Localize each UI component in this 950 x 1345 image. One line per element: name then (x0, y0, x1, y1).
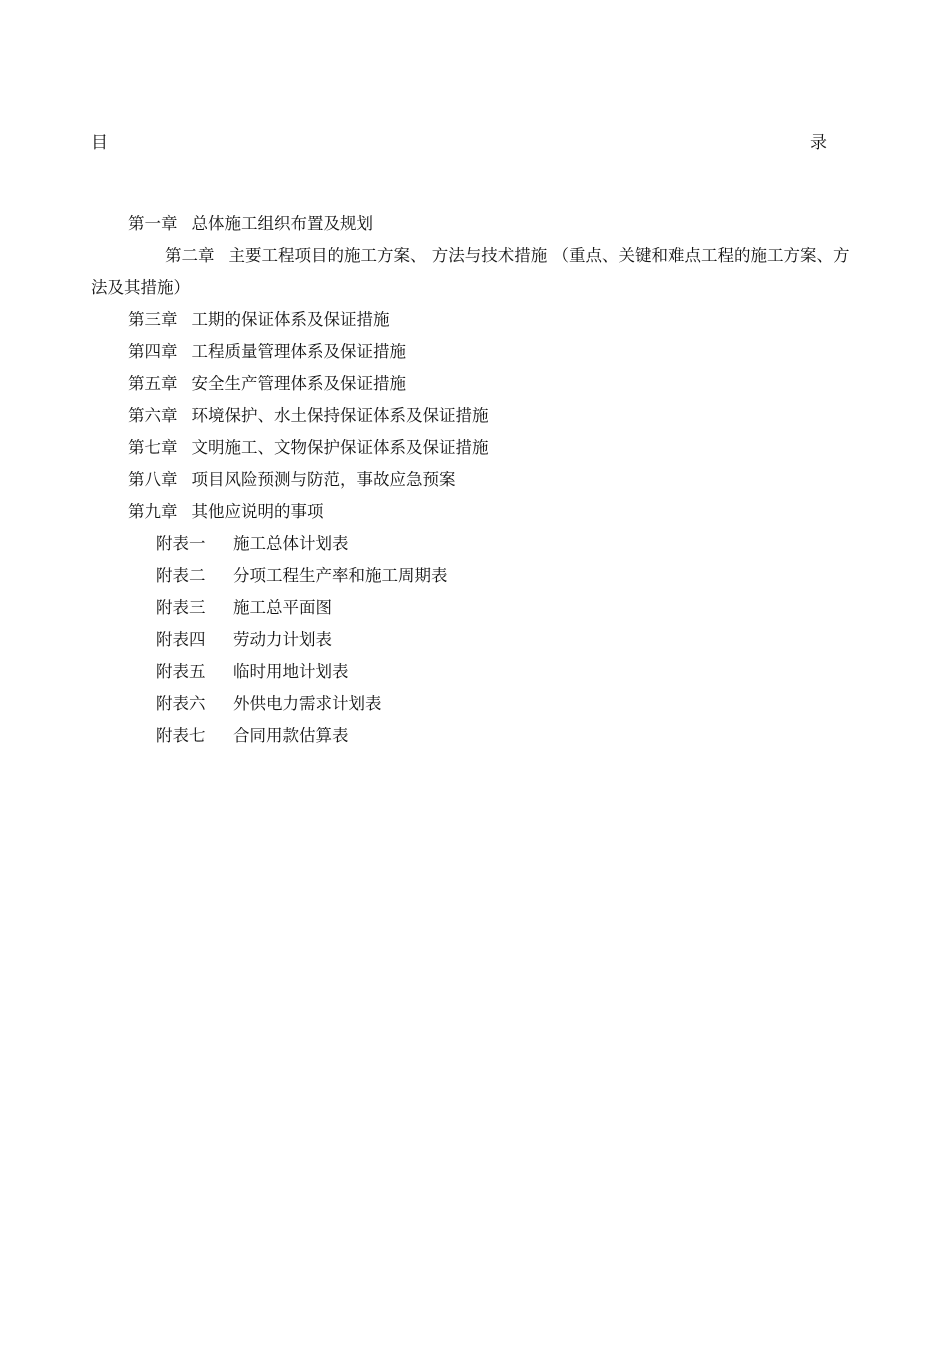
toc-entry-appendix-3 (91, 592, 861, 624)
toc-heading-left: 目 (91, 133, 108, 153)
toc-entry-appendix-6 (91, 688, 861, 720)
appendix-number: 附表二 (156, 566, 206, 585)
chapter-number: 第九章 (128, 502, 178, 521)
toc-entry-chapter-6 (91, 400, 861, 432)
appendix-number: 附表六 (156, 694, 206, 713)
appendix-number: 附表五 (156, 662, 206, 681)
appendix-title: 临时用地计划表 (233, 662, 349, 681)
appendix-number: 附表三 (156, 598, 206, 617)
appendix-title: 施工总体计划表 (233, 534, 349, 553)
appendix-title: 劳动力计划表 (233, 630, 332, 649)
chapter-number: 第八章 (128, 470, 178, 489)
toc-entry-chapter-4 (91, 336, 861, 368)
toc-entry-appendix-1 (91, 528, 861, 560)
appendix-title: 分项工程生产率和施工周期表 (233, 566, 448, 585)
chapter-number: 第七章 (128, 438, 178, 457)
chapter-title: 工程质量管理体系及保证措施 (191, 342, 406, 361)
toc-entry-chapter-3 (91, 304, 861, 336)
appendix-title: 外供电力需求计划表 (233, 694, 382, 713)
chapter-title: 项目风险预测与防范，事故应急预案 (191, 470, 456, 489)
chapter-number: 第三章 (128, 310, 178, 329)
chapter-title: 主要工程项目的施工方案、 方法与技术措施 （重点、关键和难点工程的施工方案、方法及其措施） (91, 246, 850, 297)
appendix-title: 施工总平面图 (233, 598, 332, 617)
toc-heading (91, 128, 827, 152)
chapter-number: 第四章 (128, 342, 178, 361)
toc-entry-appendix-4 (91, 624, 861, 656)
chapter-title: 总体施工组织布置及规划 (191, 214, 373, 233)
toc-entry-appendix-2 (91, 560, 861, 592)
chapter-title: 文明施工、文物保护保证体系及保证措施 (191, 438, 489, 457)
appendix-title: 合同用款估算表 (233, 726, 349, 745)
appendix-number: 附表四 (156, 630, 206, 649)
chapter-title: 环境保护、水土保持保证体系及保证措施 (191, 406, 489, 425)
chapter-number: 第二章 (165, 246, 215, 265)
chapter-number: 第六章 (128, 406, 178, 425)
toc-entry-chapter-7 (91, 432, 861, 464)
toc-entry-chapter-1 (91, 208, 861, 240)
chapter-number: 第五章 (128, 374, 178, 393)
toc-heading-right: 录 (810, 133, 827, 153)
toc-entry-appendix-5 (91, 656, 861, 688)
chapter-title: 工期的保证体系及保证措施 (191, 310, 390, 329)
chapter-title: 其他应说明的事项 (191, 502, 324, 521)
chapter-number: 第一章 (128, 214, 178, 233)
appendix-number: 附表一 (156, 534, 206, 553)
chapter-title: 安全生产管理体系及保证措施 (191, 374, 406, 393)
appendix-number: 附表七 (156, 726, 206, 745)
toc-entry-chapter-8 (91, 464, 861, 496)
toc-entry-chapter-5 (91, 368, 861, 400)
table-of-contents (91, 208, 861, 752)
toc-entry-chapter-9 (91, 496, 861, 528)
toc-entry-chapter-2 (91, 240, 861, 304)
toc-entry-appendix-7 (91, 720, 861, 752)
